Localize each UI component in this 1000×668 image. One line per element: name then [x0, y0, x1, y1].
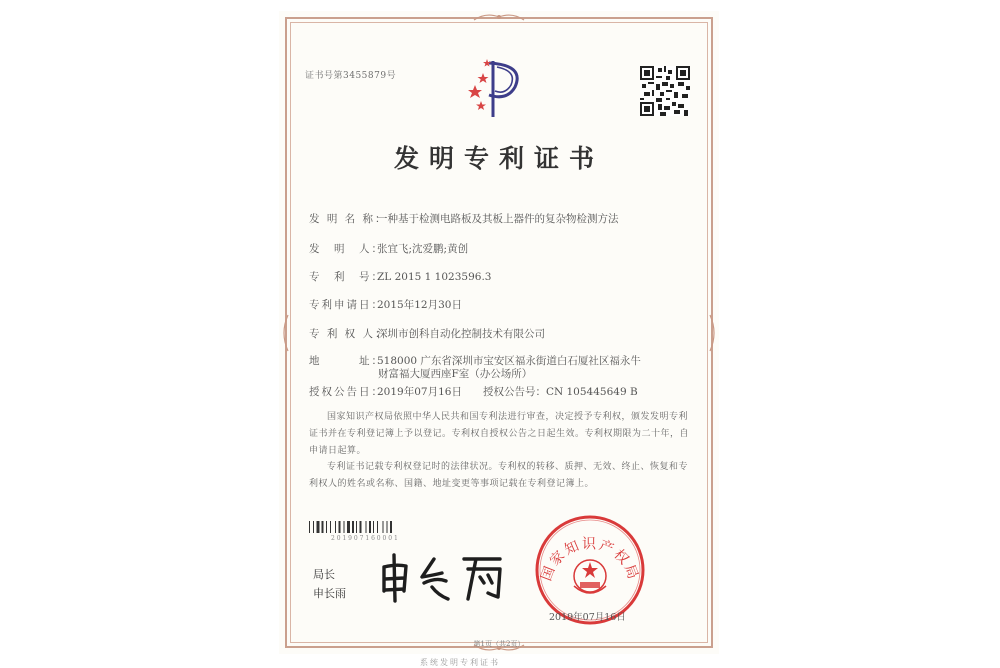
- field-patent-number: [309, 269, 491, 284]
- field-value: 2019年07月16日 授权公告号：CN 105445649 B: [377, 386, 638, 398]
- certificate-title: 发明专利证书: [393, 144, 604, 173]
- field-label: 发 明 人：: [309, 243, 384, 255]
- address-line-2: 财富福大厦西座F室（办公场所）: [378, 368, 533, 380]
- signer-name: 申长雨: [313, 587, 346, 600]
- seal-date: 2019年07月16日: [549, 612, 626, 623]
- signer-title: 局长: [313, 568, 335, 581]
- field-label: 专利申请日：: [309, 299, 384, 311]
- page-number: 第1页（共2页）: [473, 640, 525, 648]
- field-value: 2015年12月30日: [377, 299, 462, 311]
- field-label: 授权公告日：: [309, 386, 384, 398]
- field-value: 518000 广东省深圳市宝安区福永街道白石厦社区福永牛: [377, 355, 641, 367]
- field-label: 地 址：: [309, 355, 384, 367]
- seal-text: 国家知识产权局: [538, 536, 642, 584]
- field-value: 深圳市创科自动化控制技术有限公司: [377, 328, 545, 340]
- qr-code: [640, 66, 690, 116]
- image-caption: 系统发明专利证书: [420, 658, 500, 667]
- certificate-number: 证书号第3455879号: [305, 71, 397, 81]
- field-application-date: [309, 297, 462, 312]
- field-label: 发 明 名 称：: [309, 213, 388, 225]
- right-ornament: [708, 313, 718, 353]
- field-invention-name: [309, 211, 619, 226]
- legal-paragraph-2: 专利证书记载专利权登记时的法律状况。专利权的转移、质押、无效、终止、恢复和专利权人的姓名或名称、国籍、地址变更等事项记载在专利登记簿上。: [309, 462, 689, 489]
- legal-paragraph-1: 国家知识产权局依照中华人民共和国专利法进行审查，决定授予专利权，颁发发明专利证书并在专利登记簿上予以登记。专利权自授权公告之日起生效。专利权期限为二十年，自申请日起算。: [309, 412, 690, 456]
- field-value: ZL 2015 1 1023596.3: [377, 271, 492, 283]
- field-grant-date: [309, 384, 638, 399]
- field-value: 张宜飞;沈爱鹏;黄创: [377, 243, 469, 255]
- top-ornament: [472, 12, 526, 22]
- field-label: 专 利 权 人：: [309, 328, 388, 340]
- field-label: 专 利 号：: [309, 271, 384, 283]
- handwritten-signature: [376, 551, 508, 603]
- field-inventors: [309, 241, 468, 256]
- certificate-page: [279, 11, 719, 654]
- field-value: 一种基于检测电路板及其板上器件的复杂物检测方法: [377, 213, 619, 225]
- patent-office-logo-icon: [459, 51, 531, 123]
- barcode: [309, 521, 424, 533]
- field-patentee: [309, 326, 545, 341]
- left-ornament: [280, 313, 290, 353]
- barcode-number: 2 0 1 9 0 7 1 6 0 0 0 1: [331, 535, 398, 542]
